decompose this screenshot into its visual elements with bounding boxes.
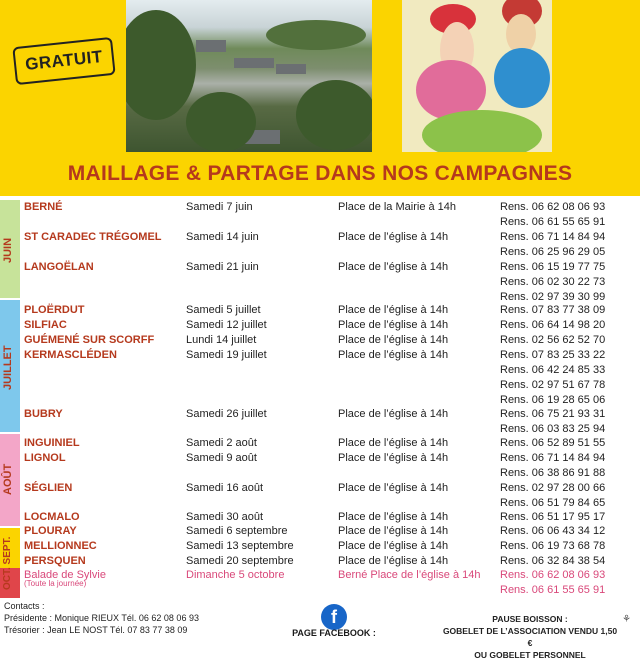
month-label-juillet: JUILLET xyxy=(2,345,14,391)
contacts-title: Contacts : xyxy=(4,601,45,611)
table-row: Rens. 06 38 86 91 88 xyxy=(500,467,606,479)
contacts xyxy=(4,600,199,636)
table-row: BERNÉ Samedi 7 juin Place de la Mairie à 14h Rens. 06 62 08 06 93 xyxy=(24,201,606,213)
pause-line-2: OU GOBELET PERSONNEL xyxy=(474,650,586,660)
table-row: LIGNOL Samedi 9 août Place de l’église à 14h Rens. 06 71 14 84 94 xyxy=(24,452,606,464)
facebook-label: PAGE FACEBOOK : xyxy=(292,628,376,638)
table-row: Rens. 06 51 79 84 65 xyxy=(500,497,606,509)
table-row: GUÉMENÉ SUR SCORFF Lundi 14 juillet Place de l’église à 14h Rens. 02 56 62 52 70 xyxy=(24,334,606,346)
month-label-sept-oct: OCT. SEPT. xyxy=(2,536,13,590)
treasurer-contact: Trésorier : Jean LE NOST Tél. 07 83 77 38 09 xyxy=(4,625,188,635)
table-row: Rens. 06 02 30 22 73 xyxy=(500,276,606,288)
table-row: PLOËRDUT Samedi 5 juillet Place de l’église à 14h Rens. 07 83 77 38 09 xyxy=(24,304,606,316)
table-row: MELLIONNEC Samedi 13 septembre Place de l’église à 14h Rens. 06 19 73 68 78 xyxy=(24,540,606,552)
table-row: INGUINIEL Samedi 2 août Place de l’église à 14h Rens. 06 52 89 51 55 xyxy=(24,437,606,449)
table-row: SÉGLIEN Samedi 16 août Place de l’église à 14h Rens. 02 97 28 00 66 xyxy=(24,482,606,494)
table-row: Rens. 02 97 39 30 99 xyxy=(500,291,606,303)
table-row: ST CARADEC TRÉGOMEL Samedi 14 juin Place de l’église à 14h Rens. 06 71 14 84 94 xyxy=(24,231,606,243)
free-badge: GRATUIT xyxy=(12,37,115,85)
table-row: Rens. 06 25 96 29 05 xyxy=(500,246,606,258)
table-row: Rens. 02 97 51 67 78 xyxy=(500,379,606,391)
table-row: Rens. 06 42 24 85 33 xyxy=(500,364,606,376)
table-row: LOCMALO Samedi 30 août Place de l’église à 14h Rens. 06 51 17 95 17 xyxy=(24,511,606,523)
month-label-juin: JUIN xyxy=(2,237,14,263)
table-row: LANGOËLAN Samedi 21 juin Place de l’église à 14h Rens. 06 15 19 77 75 xyxy=(24,261,606,273)
pause-title: PAUSE BOISSON : xyxy=(492,614,568,624)
pause-line-1: GOBELET DE L’ASSOCIATION VENDU 1,50 € xyxy=(442,626,618,648)
village-photo xyxy=(126,0,372,152)
table-row: SILFIAC Samedi 12 juillet Place de l’église à 14h Rens. 06 64 14 98 20 xyxy=(24,319,606,331)
month-label-aout: AOÛT xyxy=(2,463,14,495)
table-row: Rens. 06 19 28 65 06 xyxy=(500,394,606,406)
president-contact: Présidente : Monique RIEUX Tél. 06 62 08 06 93 xyxy=(4,613,199,623)
facebook-icon[interactable]: f xyxy=(321,604,347,630)
table-row: Rens. 06 61 55 65 91 xyxy=(500,584,606,596)
table-row: KERMASCLÉDEN Samedi 19 juillet Place de l’église à 14h Rens. 07 83 25 33 22 xyxy=(24,349,606,361)
drink-break-info xyxy=(440,613,620,661)
page-title: MAILLAGE & PARTAGE DANS NOS CAMPAGNES xyxy=(67,162,573,185)
table-row: PERSQUEN Samedi 20 septembre Place de l’église à 14h Rens. 06 32 84 38 54 xyxy=(24,555,606,567)
table-row: BUBRY Samedi 26 juillet Place de l’église à 14h Rens. 06 75 21 93 31 xyxy=(24,408,606,420)
table-row: Balade de Sylvie (Toute la journée) Dimanche 5 octobre Berné Place de l’église à 14h Rens. 06 62 08 06 93 xyxy=(24,569,606,588)
painting-image xyxy=(402,0,552,152)
table-row: Rens. 06 03 83 25 94 xyxy=(500,423,606,435)
corner-mark-icon: ⚘ xyxy=(622,614,631,625)
table-row: PLOURAY Samedi 6 septembre Place de l’église à 14h Rens. 06 06 43 34 12 xyxy=(24,525,606,537)
table-row: Rens. 06 61 55 65 91 xyxy=(500,216,606,228)
